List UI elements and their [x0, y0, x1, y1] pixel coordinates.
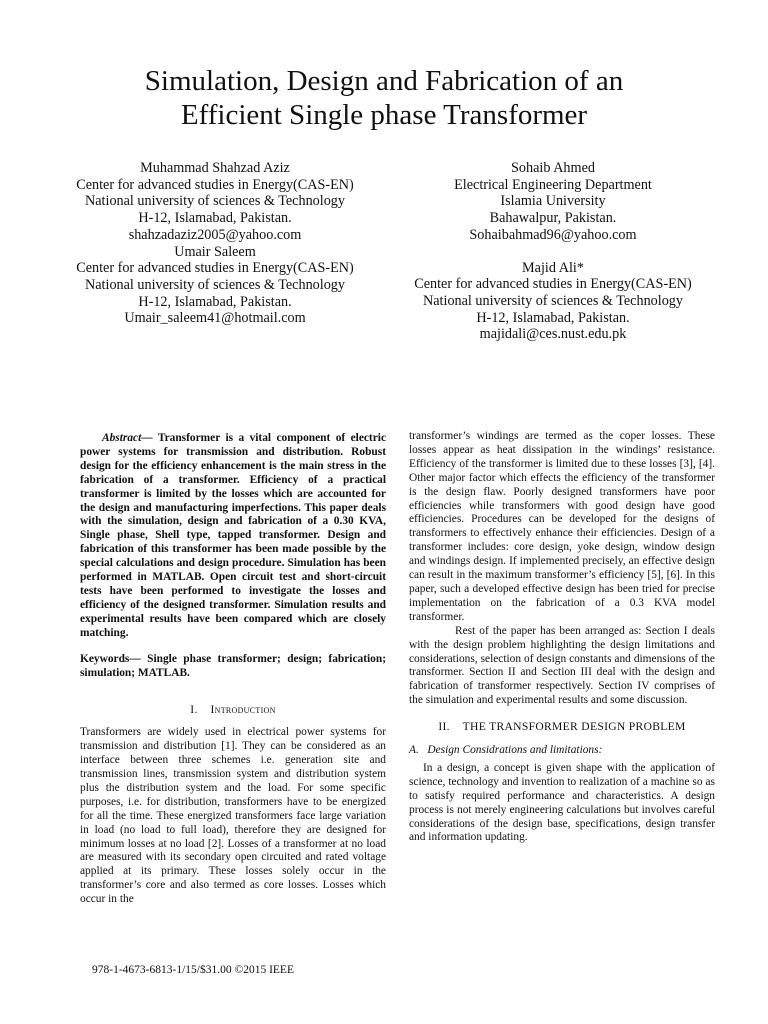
- author-name: Sohaib Ahmed: [511, 160, 595, 176]
- author-org: National university of sciences & Technology: [85, 193, 345, 210]
- title-line-1: Simulation, Design and Fabrication of an: [144, 65, 624, 97]
- author-block: [60, 160, 708, 343]
- abstract-text: Transformer is a vital component of electric power systems for transmission and distribution. Robust design for the efficiency enhancement is the main stress in the fabrication of a transformer. Efficiency of a practical transformer is limited by the losses which are accounted for the design and manufacturing imperfections. This paper deals with the simulation, design and fabrication of a 0.30 KVA, Single phase, Shell type, tapped transformer. Design and fabrication of this transformer has been made possible by the special calculations and design procedure. Simulation has been performed in MATLAB. Open circuit test and short-circuit tests have been performed to investigate the losses and efficiency of the designed transformer. Simulation results and experimental results have been compared which are closely matching.: [80, 432, 386, 639]
- subsection-heading: [409, 744, 715, 758]
- subsection-title: Design Considrations and limitations:: [427, 744, 603, 757]
- author-email: Sohaibahmad96@yahoo.com: [469, 226, 637, 243]
- author-dept: Center for advanced studies in Energy(CAS-EN): [76, 260, 354, 277]
- author-email: majidali@ces.nust.edu.pk: [479, 326, 627, 343]
- paper-title: [0, 64, 768, 132]
- author-location: Bahawalpur, Pakistan.: [489, 210, 617, 227]
- copyright-footer: 978-1-4673-6813-1/15/$31.00 ©2015 IEEE: [92, 964, 294, 976]
- introduction-paragraph-continued: transformer’s windings are termed as the coper losses. These losses appear as heat dissipation in the windings’ resistance. Efficiency of the transformer is limited due to these losses [3], [4]. Other major factor which effects the efficiency of the transformer is the design flaw. Poorly designed transformers have poor efficiencies while transformers with good design have good efficiencies. Procedures can be developed for the designs of transformers to effectively enhance their efficiencies. Design of a transformer includes: core design, yoke design, window design and windings design. If implemented precisely, an effective design can result in the maximum transformer’s efficiency [5], [6]. In this paper, such a developed effective design has been tried for precise implementation on the fabrication of a 0.3 KVA model transformer.: [409, 430, 715, 623]
- author-dept: Electrical Engineering Department: [454, 176, 652, 193]
- author-spacer: [398, 244, 708, 260]
- left-column: [80, 428, 386, 907]
- authors-left-column: [60, 160, 370, 343]
- paper-organization-paragraph: Rest of the paper has been arranged as: Section I deals with the design problem highlighting the design limitations and considerations, selection of design constants and dimensions of the transformer. Section II and Section III deal with the design and fabrication of transformer respectively. Section IV comprises of the simulation and experimental results and some discussion.: [409, 624, 715, 707]
- abstract-label: Abstract: [102, 432, 142, 444]
- introduction-paragraph: Transformers are widely used in electrical power systems for transmission and distribution [1]. They can be considered as an interface between three schemes i.e. generation site and transmission lines, transmission system and distribution system plus the distribution system and the load. For some specific purposes, i.e. for distribution, transformers have to be energized for all the time. These energized transformers face large variation in load (no load to full load), therefore they are designed for minimum losses at no load [2]. Losses of a transformer at no load are measured with its secondary open circuited and rated voltage applied at its primary. These losses solely occur in the transformer’s core and also termed as core losses. Losses which occur in the: [80, 726, 386, 906]
- author-org: Islamia University: [500, 193, 606, 210]
- author-org: National university of sciences & Technology: [423, 292, 683, 309]
- keywords: Keywords— Single phase transformer; design; fabrication; simulation; MATLAB.: [80, 652, 386, 679]
- section-numeral: I.: [190, 703, 198, 717]
- subsection-label: A.: [409, 744, 419, 757]
- author-dept: Center for advanced studies in Energy(CAS-EN): [76, 176, 354, 193]
- section-heading-introduction: [80, 703, 386, 717]
- abstract-dash: —: [141, 432, 153, 444]
- authors-right-column: [398, 160, 708, 343]
- section-numeral: II.: [438, 720, 450, 734]
- author-location: H-12, Islamabad, Pakistan.: [476, 309, 630, 326]
- author-org: National university of sciences & Technology: [85, 276, 345, 293]
- author-name: Muhammad Shahzad Aziz: [140, 160, 290, 176]
- author-email: Umair_saleem41@hotmail.com: [124, 310, 306, 327]
- author-name: Majid Ali*: [522, 259, 584, 276]
- title-line-2: Efficient Single phase Transformer: [180, 99, 588, 131]
- author-dept: Center for advanced studies in Energy(CAS-EN): [414, 276, 692, 293]
- section-title: Introduction: [210, 703, 276, 717]
- author-location: H-12, Islamabad, Pakistan.: [138, 293, 292, 310]
- author-name: Umair Saleem: [174, 243, 256, 260]
- abstract: [80, 432, 386, 641]
- section-title: THE TRANSFORMER DESIGN PROBLEM: [462, 720, 686, 734]
- design-considerations-paragraph: In a design, a concept is given shape with the application of science, technology and invention to realization of a machine so as to satisfy required performance and characteristics. A design process is not merely engineering calculations but involves careful considerations of the design base, specifications, design transfer and information updating.: [409, 761, 715, 844]
- author-location: H-12, Islamabad, Pakistan.: [138, 210, 292, 227]
- right-column: [409, 430, 715, 845]
- author-email: shahzadaziz2005@yahoo.com: [128, 226, 302, 243]
- section-heading-design-problem: [409, 720, 715, 734]
